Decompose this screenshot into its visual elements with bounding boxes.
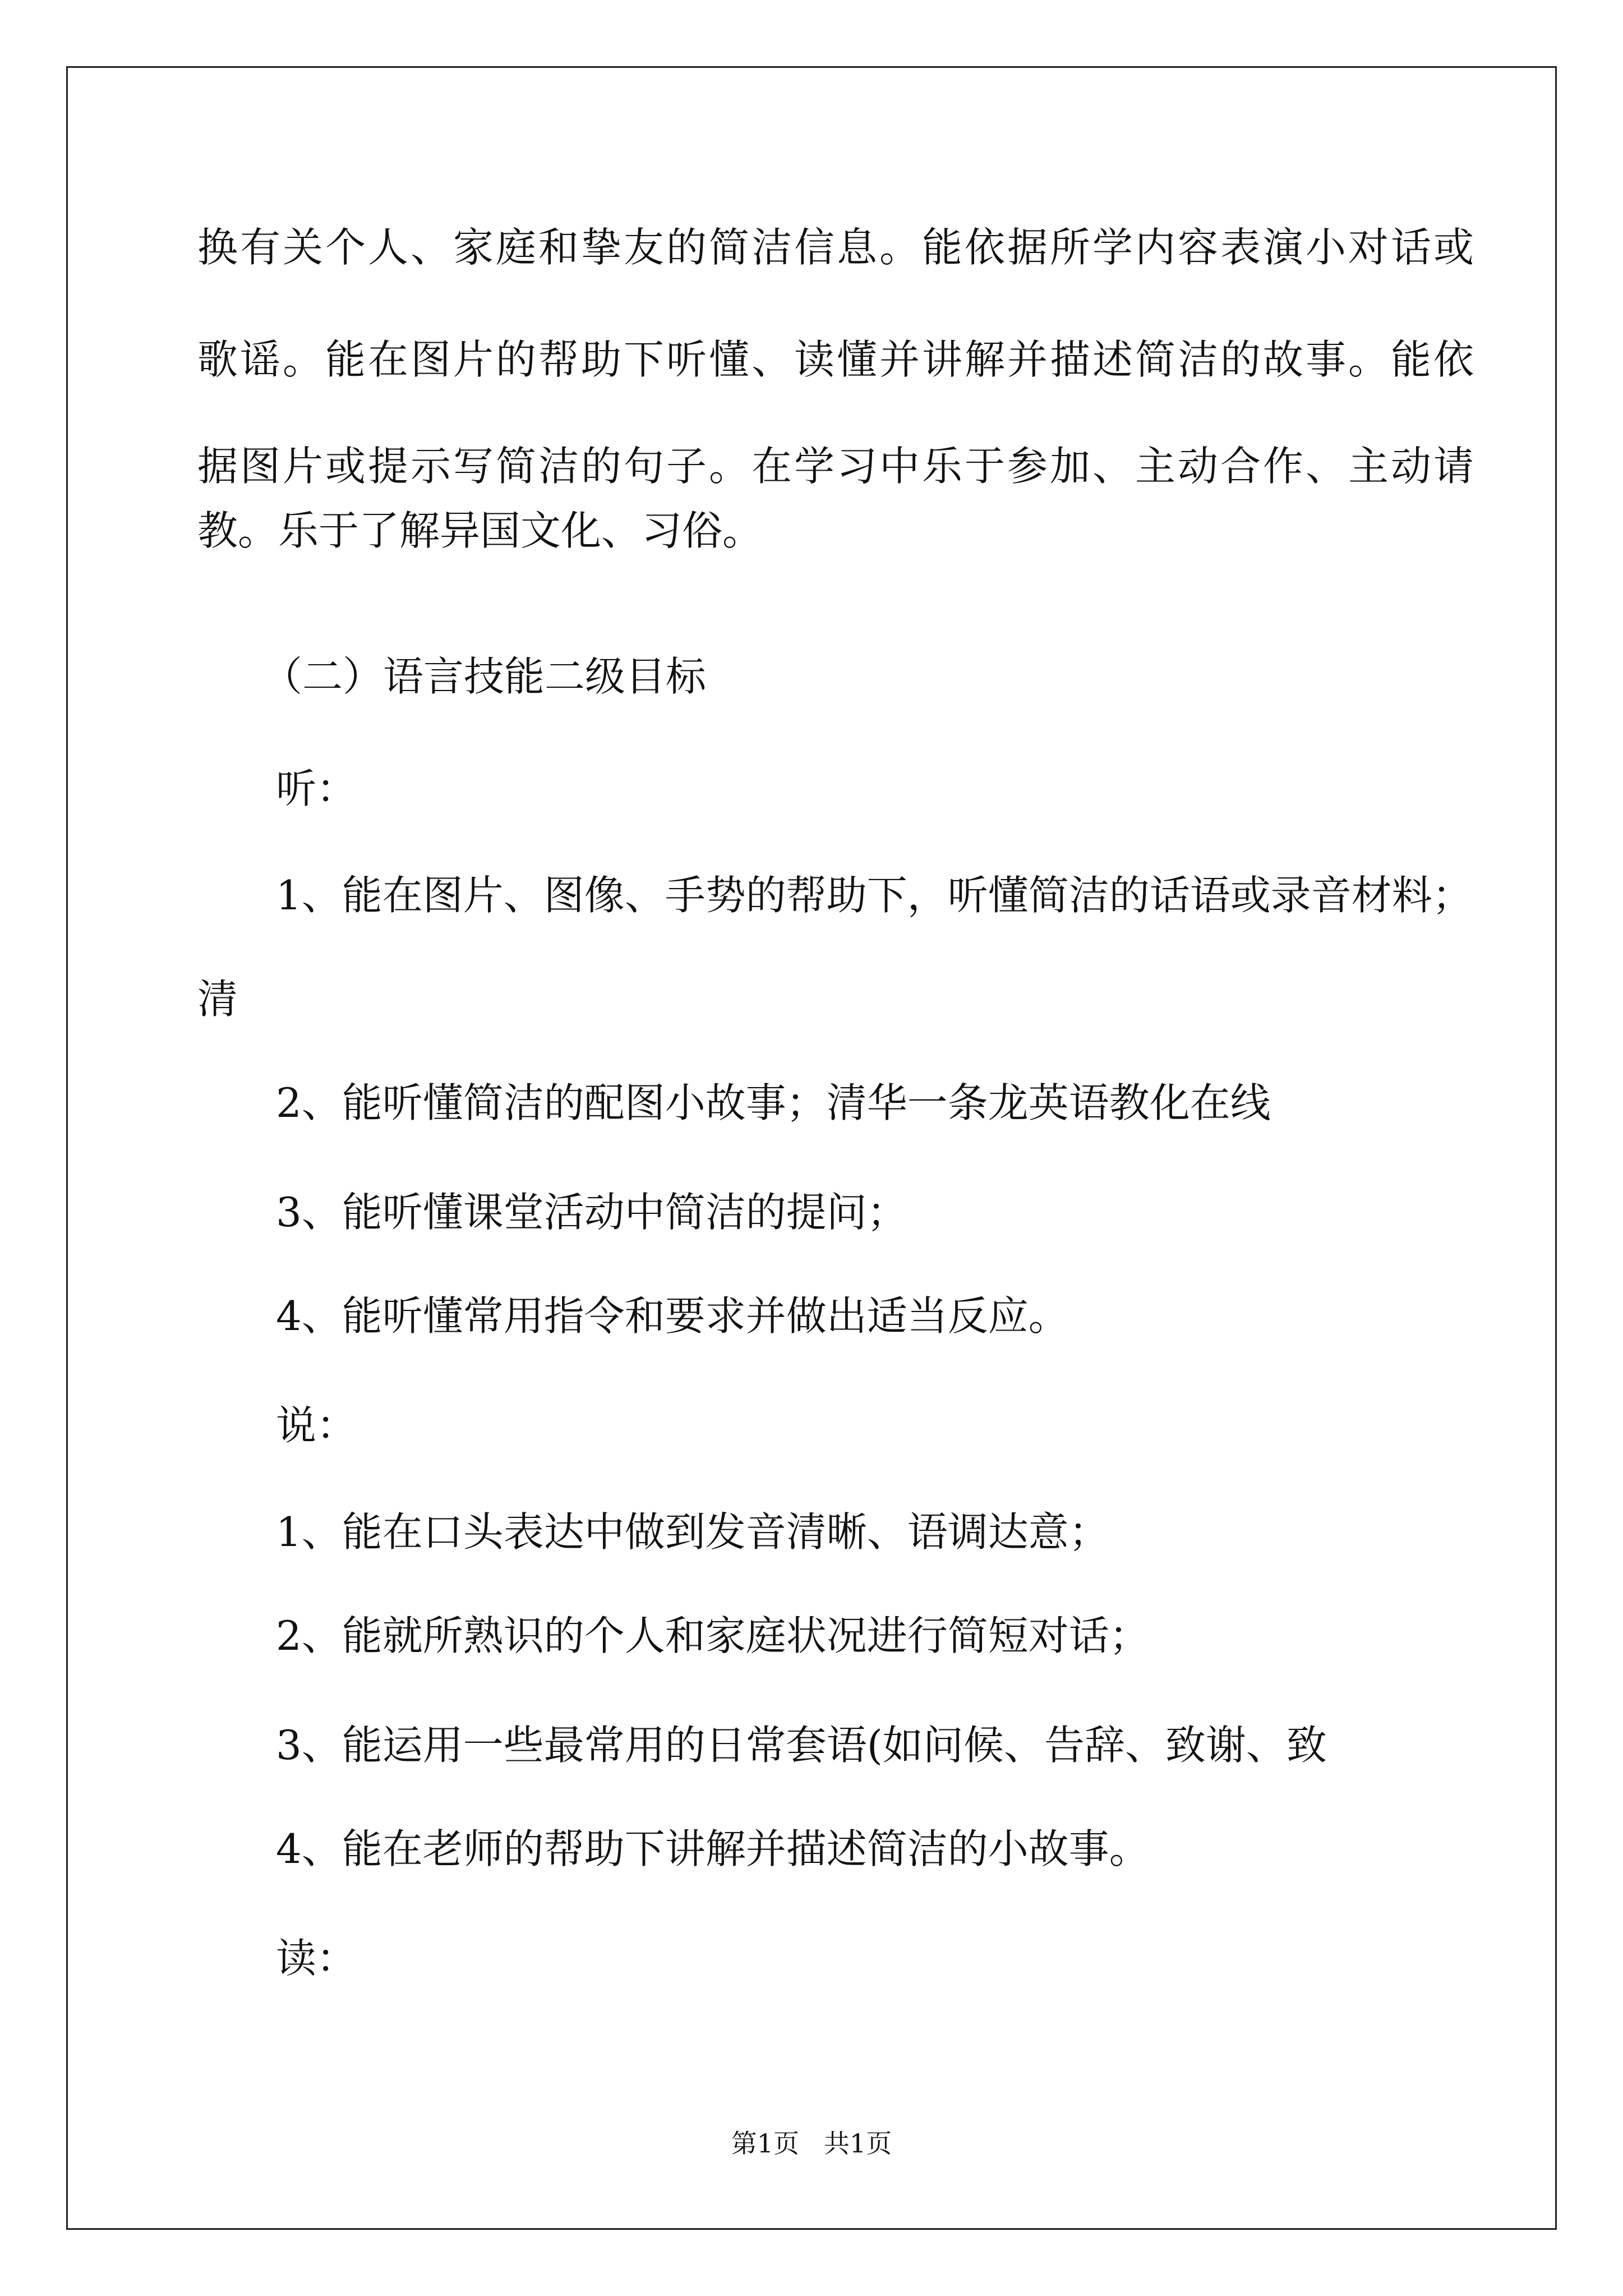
page-number: 第1页 xyxy=(731,2128,800,2159)
page-footer xyxy=(0,2123,1623,2160)
subsection-label: 读： xyxy=(276,1935,357,1982)
paragraph-line: 换有关个人、家庭和挚友的简洁信息。能依据所学内容表演小对话或 xyxy=(197,224,1477,271)
page-border xyxy=(66,66,1557,2230)
list-item: 1、能在口头表达中做到发音清晰、语调达意； xyxy=(276,1508,1109,1556)
list-item: 2、能听懂简洁的配图小故事；清华一条龙英语教化在线 xyxy=(276,1079,1271,1126)
total-pages: 共1页 xyxy=(823,2128,892,2159)
list-item: 3、能运用一些最常用的日常套语(如问候、告辞、致谢、致 xyxy=(276,1722,1327,1769)
list-item: 1、能在图片、图像、手势的帮助下，听懂简洁的话语或录音材料； xyxy=(276,872,1473,919)
subsection-label: 说： xyxy=(276,1402,357,1449)
list-item: 3、能听懂课堂活动中简洁的提问； xyxy=(276,1189,907,1236)
paragraph-line: 据图片或提示写简洁的句子。在学习中乐于参加、主动合作、主动请 xyxy=(197,443,1477,490)
paragraph-line: 教。乐于了解异国文化、习俗。 xyxy=(197,507,763,554)
list-item: 4、能在老师的帮助下讲解并描述简洁的小故事。 xyxy=(276,1825,1150,1872)
paragraph-line: 清 xyxy=(197,976,238,1023)
list-item: 4、能听懂常用指令和要求并做出适当反应。 xyxy=(276,1292,1069,1340)
footer-spacer xyxy=(799,2128,824,2159)
subsection-label: 听： xyxy=(276,765,357,812)
section-heading: （二）语言技能二级目标 xyxy=(262,653,707,700)
paragraph-line: 歌谣。能在图片的帮助下听懂、读懂并讲解并描述简洁的故事。能依 xyxy=(197,336,1477,383)
list-item: 2、能就所熟识的个人和家庭状况进行简短对话； xyxy=(276,1612,1150,1659)
